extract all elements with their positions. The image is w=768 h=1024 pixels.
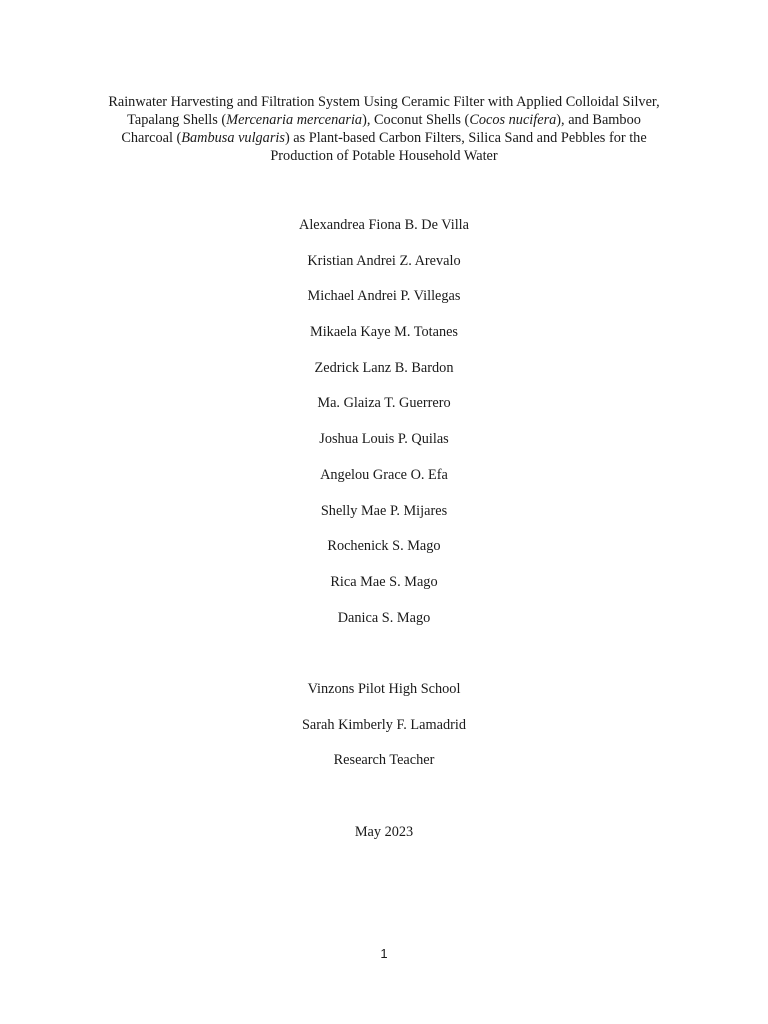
- scientific-name: Bambusa vulgaris: [181, 130, 285, 146]
- title-text: Tapalang Shells (: [127, 112, 227, 128]
- author-name: Michael Andrei P. Villegas: [307, 288, 461, 305]
- author-name: Rica Mae S. Mago: [330, 573, 438, 590]
- scientific-name: Cocos nucifera: [469, 112, 557, 128]
- title-text: ), and Bamboo: [556, 112, 641, 128]
- author-name: Alexandrea Fiona B. De Villa: [299, 217, 469, 233]
- teacher-role: Research Teacher: [333, 752, 435, 769]
- author-name: Zedrick Lanz B. Bardon: [314, 359, 454, 376]
- author-list: [0, 215, 768, 643]
- page-number: 1: [380, 946, 388, 961]
- paper-title: [80, 93, 688, 165]
- author-name: Angelou Grace O. Efa: [320, 466, 448, 483]
- scientific-name: Mercenaria mercenaria: [226, 112, 363, 128]
- title-text: ), Coconut Shells (: [362, 112, 470, 128]
- author-name: Mikaela Kaye M. Totanes: [309, 324, 459, 341]
- title-text: ) as Plant-based Carbon Filters, Silica Sand and Pebbles for the: [284, 130, 647, 146]
- affiliation-block: [0, 679, 768, 786]
- author-name: Rochenick S. Mago: [327, 538, 441, 555]
- title-line-4: Production of Potable Household Water: [270, 148, 498, 164]
- title-text: Charcoal (: [121, 130, 182, 146]
- school-name: Vinzons Pilot High School: [307, 681, 461, 697]
- title-line-3: [80, 129, 688, 147]
- author-name: Shelly Mae P. Mijares: [320, 502, 448, 519]
- author-name: Joshua Louis P. Quilas: [319, 431, 449, 448]
- title-line-1: Rainwater Harvesting and Filtration System Using Ceramic Filter with Applied Colloidal Silver,: [108, 94, 660, 110]
- publication-date: May 2023: [354, 824, 414, 840]
- author-name: Kristian Andrei Z. Arevalo: [307, 252, 461, 269]
- author-name: Danica S. Mago: [337, 609, 431, 626]
- title-line-2: [80, 111, 688, 129]
- teacher-name: Sarah Kimberly F. Lamadrid: [301, 716, 467, 733]
- author-name: Ma. Glaiza T. Guerrero: [317, 395, 451, 412]
